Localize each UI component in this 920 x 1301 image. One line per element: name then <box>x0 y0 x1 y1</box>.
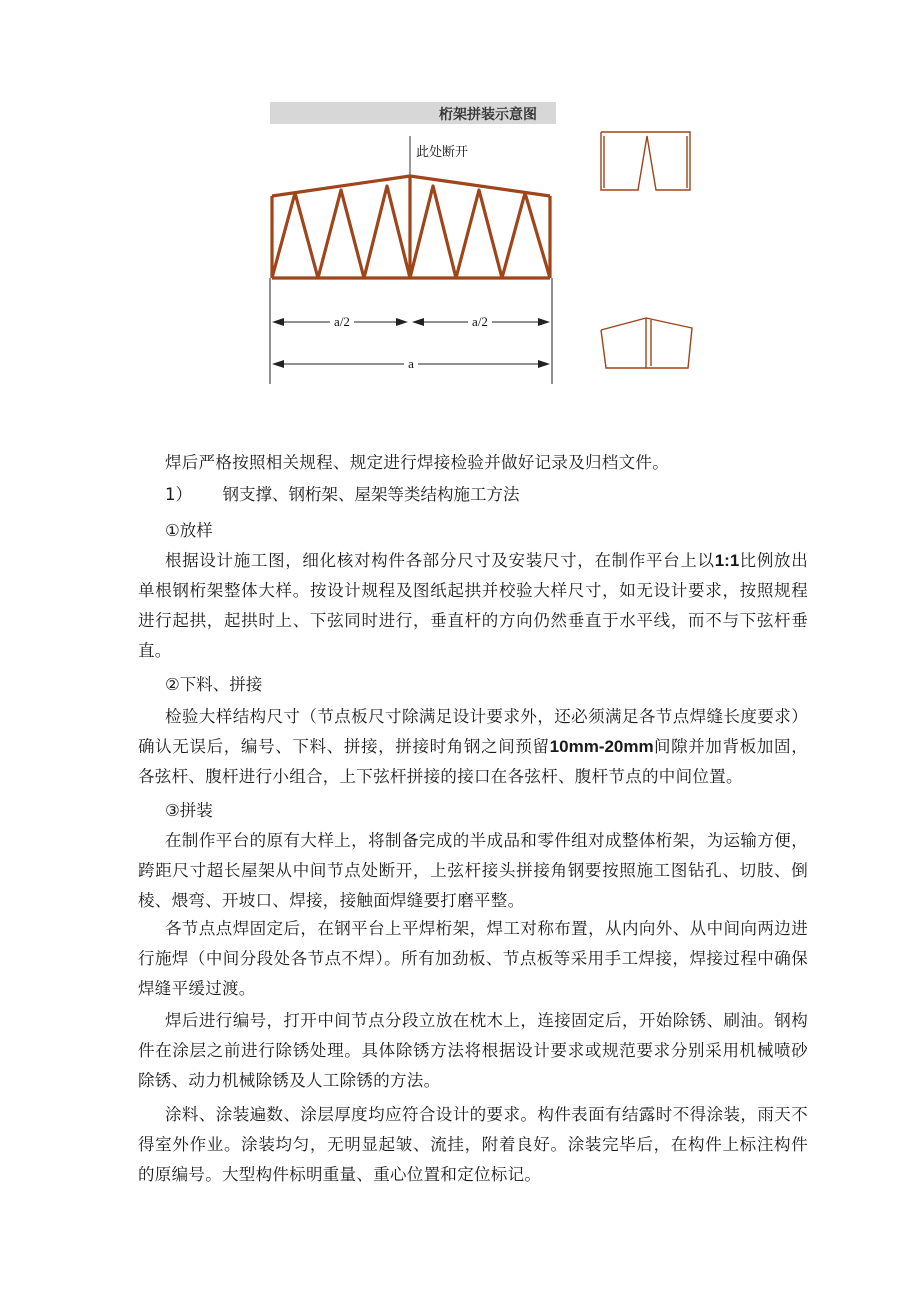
subheading-cutting: ②下料、拼接 <box>165 675 263 694</box>
paragraph-assembly: 在制作平台的原有大样上，将制备完成的半成品和零件组对成整体桁架，为运输方便，跨距尺寸超长屋架从中间节点处断开，上弦杆接头拼接角钢要按照施工图钻孔、切肢、倒棱、煨弯、开坡口、焊接，接触面焊缝要打磨平整。 <box>138 831 808 910</box>
text-p3 <box>138 702 808 792</box>
subheading-layout: ①放样 <box>165 521 213 540</box>
truss-assembly-diagram <box>262 96 702 396</box>
figure-title: 桁架拼装示意图 <box>439 107 537 123</box>
text-p7 <box>138 1100 808 1190</box>
paragraph-layout: 根据设计施工图，细化核对构件各部分尺寸及安装尺寸，在制作平台上以1:1比例放出单根钢桁架整体大样。按设计规程及图纸起拱并校验大样尺寸，如无设计要求，按照规程进行起拱，起拱时上、下弦同时进行，垂直杆的方向仍然垂直于水平线，而不与下弦杆垂直。 <box>138 551 808 660</box>
text-p4 <box>138 826 808 916</box>
text-p1 <box>138 448 808 478</box>
paragraph-cutting: 检验大样结构尺寸（节点板尺寸除满足设计要求外，还必须满足各节点焊缝长度要求）确认无误后，编号、下料、拼接，拼接时角钢之间预留10mm-20mm间隙并加背板加固，各弦杆、腹杆进行小组合，上下弦杆拼接的接口在各弦杆、腹杆节点的中间位置。 <box>138 707 808 786</box>
break-label: 此处断开 <box>416 145 469 160</box>
text-p6 <box>138 1006 808 1096</box>
dim-half-left: a/2 <box>334 314 350 329</box>
paragraph-rust-removal: 焊后进行编号，打开中间节点分段立放在枕木上，连接固定后，开始除锈、刷油。钢构件在涂层之前进行除锈处理。具体除锈方法将根据设计要求或规范要求分别采用机械喷砂除锈、动力机械除锈及人工除锈的方法。 <box>138 1011 808 1090</box>
truss <box>272 176 550 278</box>
angle-bent-detail <box>601 318 692 368</box>
section-number: 1） <box>165 485 192 504</box>
paragraph-coating: 涂料、涂装遍数、涂层厚度均应符合设计的要求。构件表面有结露时不得涂装，雨天不得室外作业。涂装均匀，无明显起皱、流挂，附着良好。涂装完毕后，在构件上标注构件的原编号。大型构件标明重量、重心位置和定位标记。 <box>138 1105 808 1184</box>
subheading-assembly: ③拼装 <box>165 801 213 820</box>
section-heading <box>165 480 520 510</box>
dim-half-right: a/2 <box>472 314 488 329</box>
angle-notch-detail <box>601 132 690 190</box>
text-p2 <box>138 546 808 666</box>
paragraph-weld-inspection: 焊后严格按照相关规程、规定进行焊接检验并做好记录及归档文件。 <box>165 453 669 472</box>
section-title: 钢支撑、钢桁架、屋架等类结构施工方法 <box>222 485 520 504</box>
text-p5 <box>138 914 808 1004</box>
paragraph-welding: 各节点点焊固定后，在钢平台上平焊桁架，焊工对称布置，从内向外、从中间向两边进行施焊（中间分段处各节点不焊）。所有加劲板、节点板等采用手工焊接，焊接过程中确保焊缝平缓过渡。 <box>138 919 808 998</box>
dim-full: a <box>408 356 414 371</box>
